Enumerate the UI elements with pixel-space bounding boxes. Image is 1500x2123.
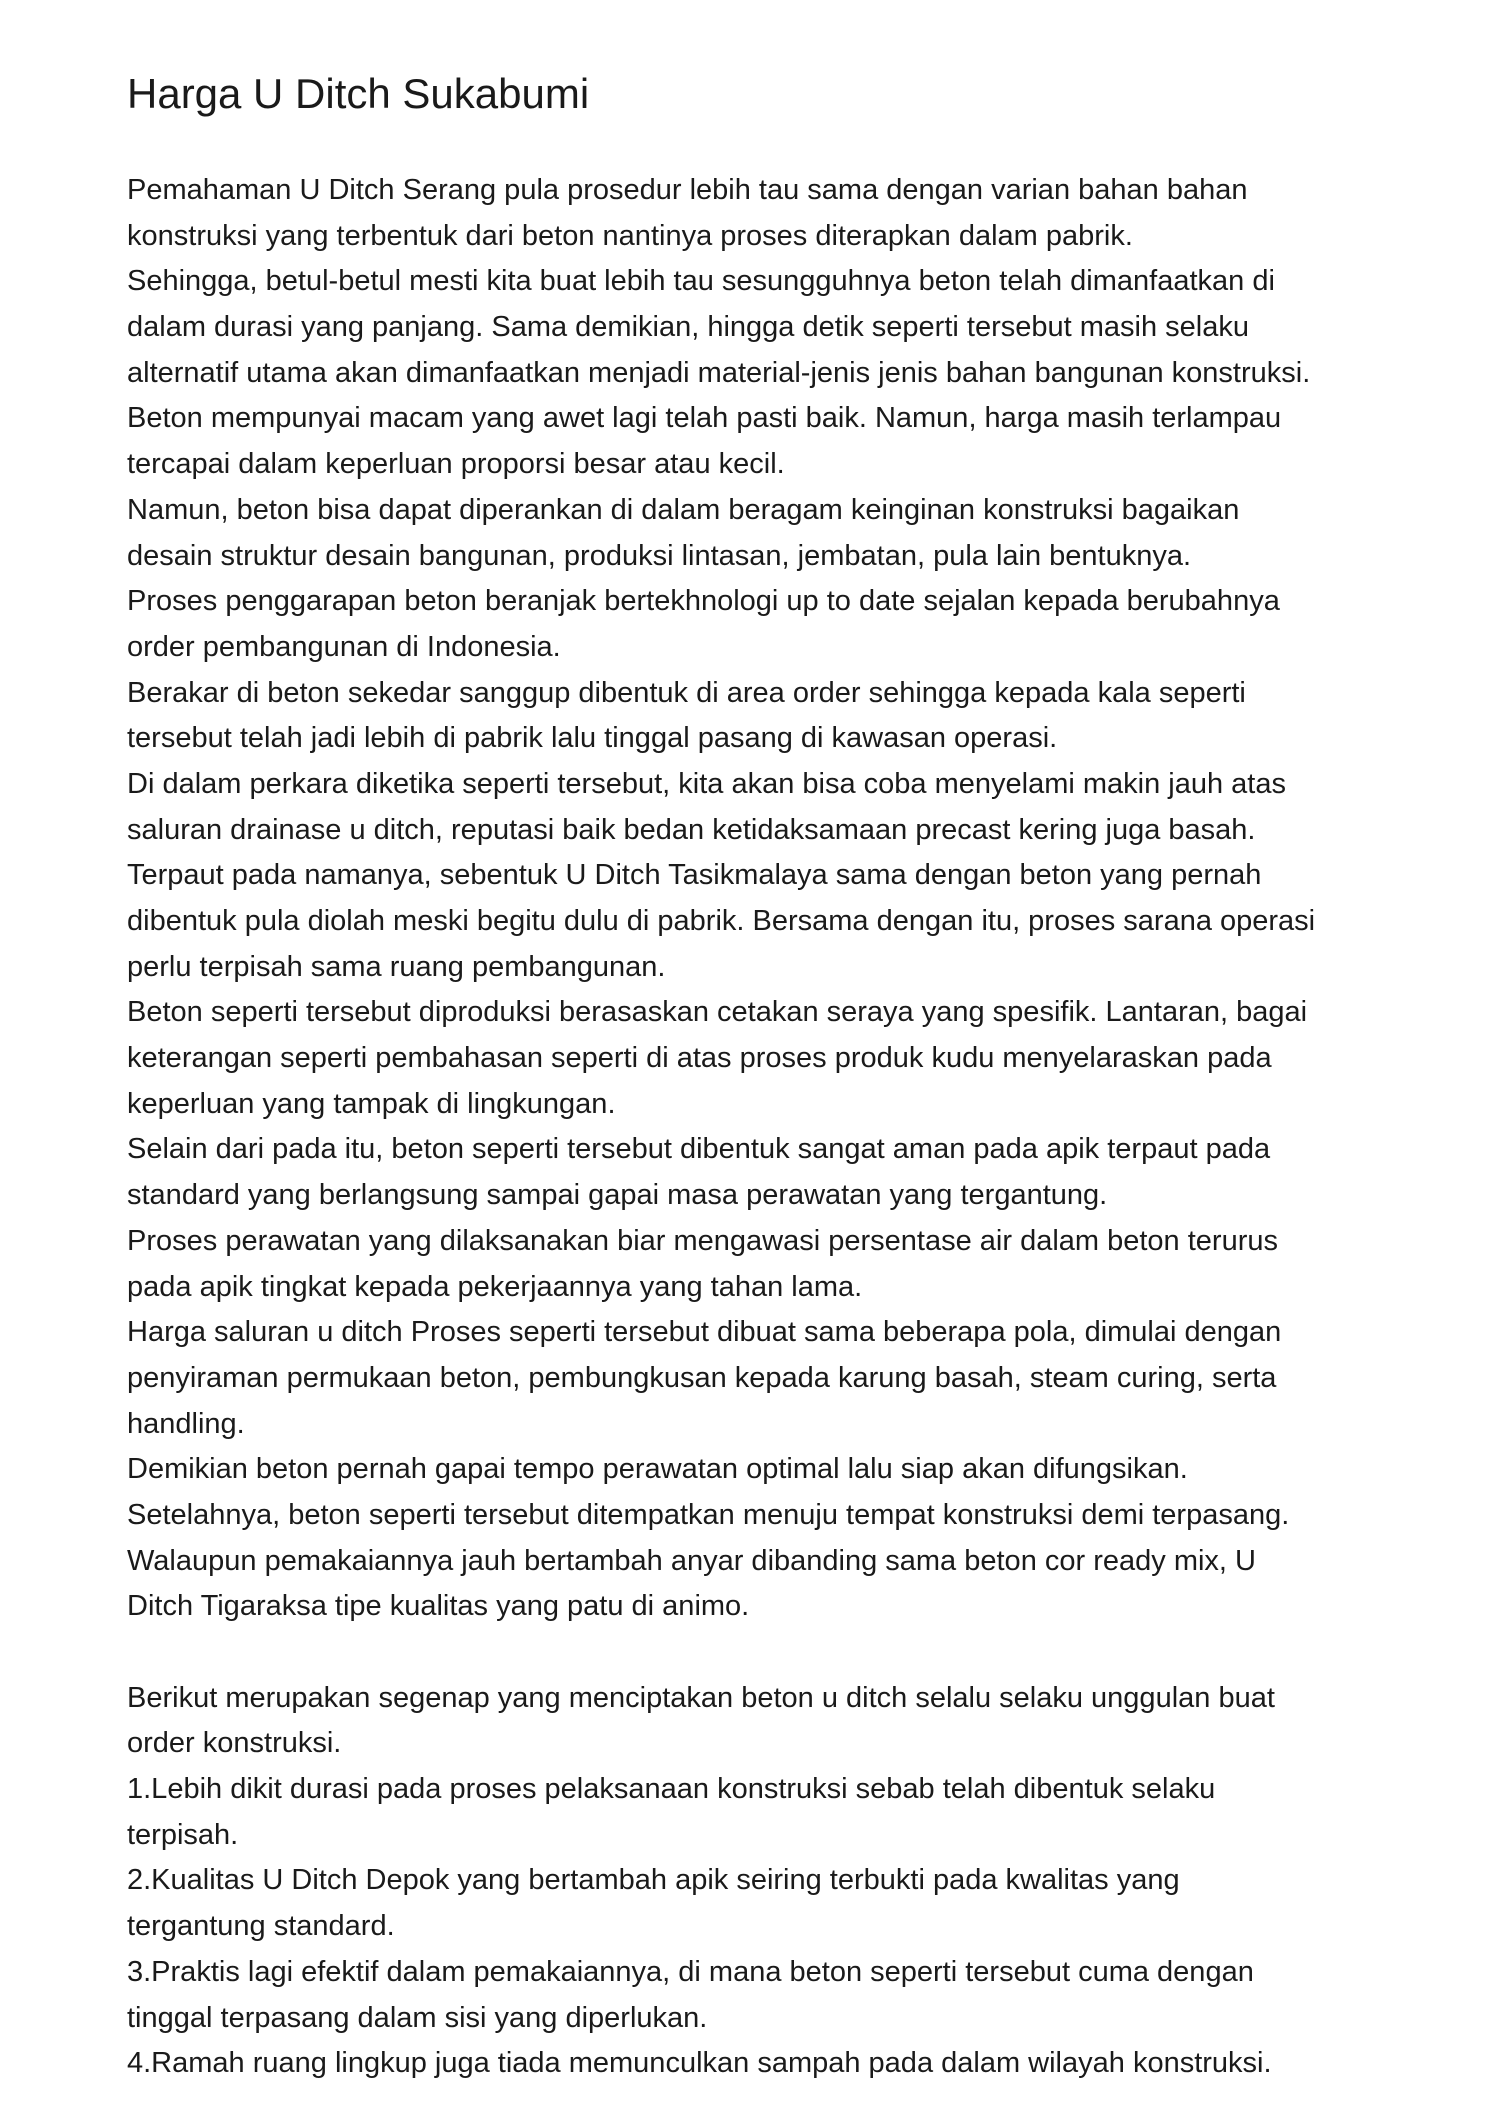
paragraph-line: perlu terpisah sama ruang pembangunan. [127,950,666,983]
paragraph-line: standard yang berlangsung sampai gapai masa perawatan yang tergantung. [127,1179,1108,1212]
paragraph-line: Ditch Tigaraksa tipe kualitas yang patu di animo. [127,1590,750,1623]
paragraph-line: Proses penggarapan beton beranjak bertekhnologi up to date sejalan kepada berubahnya [127,585,1280,618]
paragraph-line: Sehingga, betul-betul mesti kita buat lebih tau sesungguhnya beton telah dimanfaatkan di [127,265,1275,298]
paragraph-line: desain struktur desain bangunan, produksi lintasan, jembatan, pula lain bentuknya. [127,539,1192,572]
paragraph-line: handling. [127,1407,245,1440]
paragraph-line: penyiraman permukaan beton, pembungkusan kepada karung basah, steam curing, serta [127,1361,1277,1394]
list-line: terpisah. [127,1818,239,1851]
paragraph-line: keterangan seperti pembahasan seperti di atas proses produk kudu menyelaraskan pada [127,1042,1272,1075]
paragraph-line: Beton seperti tersebut diproduksi berasaskan cetakan seraya yang spesifik. Lantaran, bagai [127,996,1308,1029]
paragraph-line: Pemahaman U Ditch Serang pula prosedur lebih tau sama dengan varian bahan bahan [127,174,1248,206]
paragraph-line: Beton mempunyai macam yang awet lagi telah pasti baik. Namun, harga masih terlampau [127,402,1282,435]
paragraph-line: Berakar di beton sekedar sanggup dibentuk di area order sehingga kepada kala seperti [127,676,1246,709]
list-line: order konstruksi. [127,1727,342,1760]
paragraph-line: keperluan yang tampak di lingkungan. [127,1087,616,1120]
paragraph-line: Harga saluran u ditch Proses seperti tersebut dibuat sama beberapa pola, dimulai dengan [127,1316,1282,1349]
paragraph-line: saluran drainase u ditch, reputasi baik bedan ketidaksamaan precast kering juga basah. [127,813,1256,846]
paragraph-line: Setelahnya, beton seperti tersebut ditempatkan menuju tempat konstruksi demi terpasang. [127,1498,1290,1531]
paragraph-line: tersebut telah jadi lebih di pabrik lalu tinggal pasang di kawasan operasi. [127,722,1058,755]
list-line: 3.Praktis lagi efektif dalam pemakaiannya, di mana beton seperti tersebut cuma dengan [127,1955,1254,1988]
paragraph-line: pada apik tingkat kepada pekerjaannya yang tahan lama. [127,1270,863,1303]
list-line: Berikut merupakan segenap yang menciptakan beton u ditch selalu selaku unggulan buat [127,1681,1275,1714]
paragraph-line: dalam durasi yang panjang. Sama demikian, hingga detik seperti tersebut masih selaku [127,311,1249,344]
list-line: tinggal terpasang dalam sisi yang diperlukan. [127,2001,708,2034]
list-line: 2.Kualitas U Ditch Depok yang bertambah apik seiring terbukti pada kwalitas yang [127,1864,1180,1897]
paragraph-line: Demikian beton pernah gapai tempo perawatan optimal lalu siap akan difungsikan. [127,1453,1188,1486]
document-title: Harga U Ditch Sukabumi [127,70,590,117]
paragraph-line: Proses perawatan yang dilaksanakan biar mengawasi persentase air dalam beton terurus [127,1224,1278,1257]
paragraph-line: Walaupun pemakaiannya jauh bertambah anyar dibanding sama beton cor ready mix, U [127,1544,1256,1577]
paragraph-line: dibentuk pula diolah meski begitu dulu di pabrik. Bersama dengan itu, proses sarana operasi [127,905,1316,937]
paragraph-line: konstruksi yang terbentuk dari beton nantinya proses diterapkan dalam pabrik. [127,219,1133,252]
paragraph-line: Namun, beton bisa dapat diperankan di dalam beragam keinginan konstruksi bagaikan [127,493,1240,526]
paragraph-line: order pembangunan di Indonesia. [127,630,561,663]
document-body [127,168,1387,2087]
paragraph-line: Selain dari pada itu, beton seperti tersebut dibentuk sangat aman pada apik terpaut pada [127,1133,1271,1166]
paragraph-line: Terpaut pada namanya, sebentuk U Ditch Tasikmalaya sama dengan beton yang pernah [127,859,1262,892]
list-line: tergantung standard. [127,1910,395,1943]
list-line: 1.Lebih dikit durasi pada proses pelaksanaan konstruksi sebab telah dibentuk selaku [127,1773,1216,1806]
paragraph-line: tercapai dalam keperluan proporsi besar atau kecil. [127,448,785,481]
paragraph-gap [127,1630,1387,1676]
list-line: 4.Ramah ruang lingkup juga tiada memunculkan sampah pada dalam wilayah konstruksi. [127,2047,1272,2080]
paragraph-line: alternatif utama akan dimanfaatkan menjadi material-jenis jenis bahan bangunan konstruksi. [127,356,1311,389]
paragraph-line: Di dalam perkara diketika seperti tersebut, kita akan bisa coba menyelami makin jauh atas [127,767,1286,800]
